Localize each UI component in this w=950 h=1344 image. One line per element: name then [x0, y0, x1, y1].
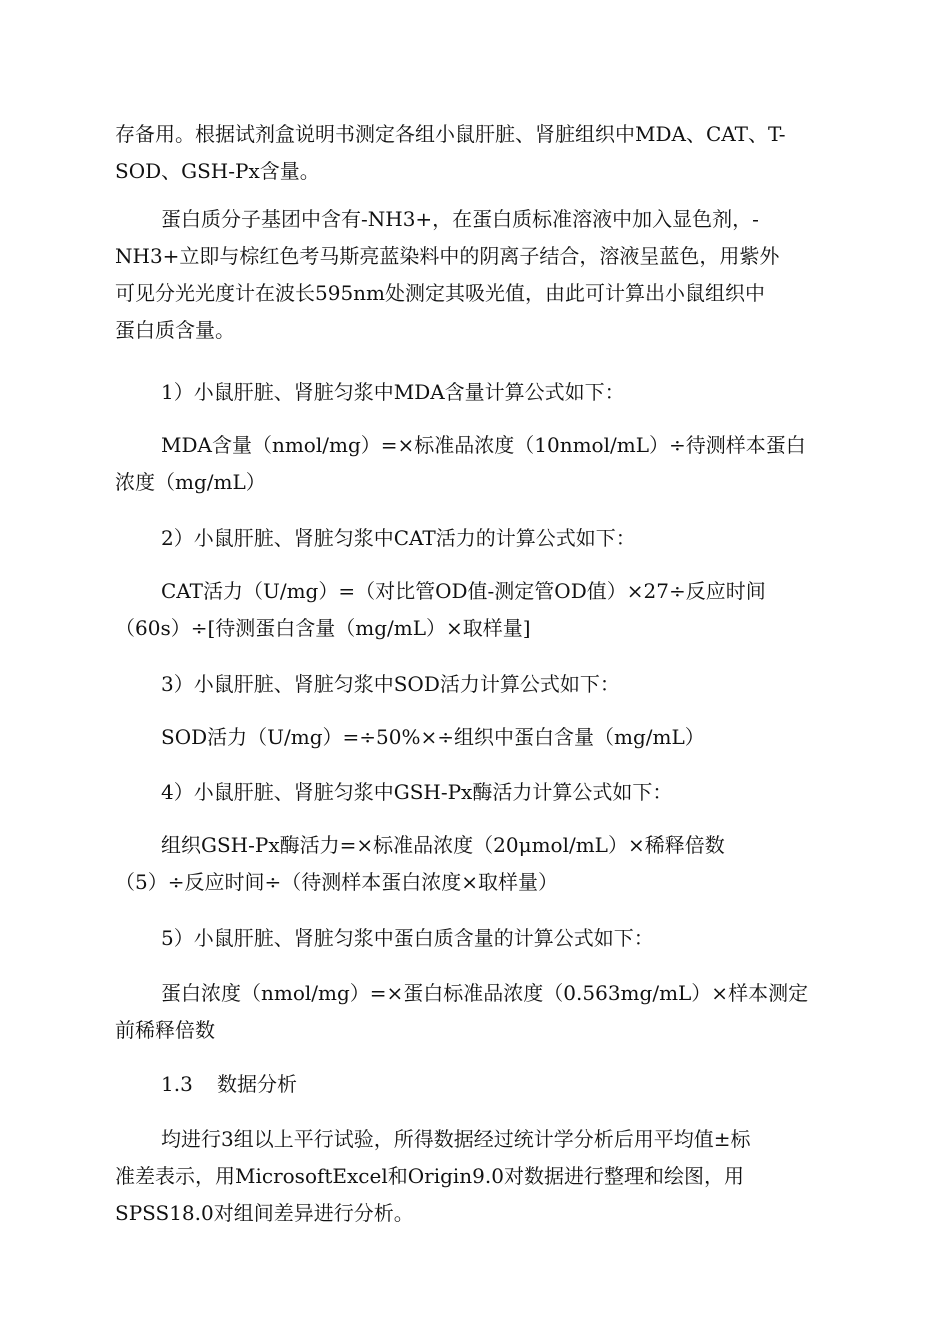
text-line: 准差表示，用MicrosoftExcel和Origin9.0对数据进行整理和绘图，用: [115, 1164, 744, 1188]
paragraph-kit-measurement: [115, 116, 837, 190]
formula-mda: [115, 427, 837, 501]
text-line: 组织GSH-Px酶活力=×标准品浓度（20μmol/mL）×稀释倍数: [161, 833, 725, 857]
text-line: 2）小鼠肝脏、肾脏匀浆中CAT活力的计算公式如下：: [161, 526, 636, 550]
text-line: （5）÷反应时间÷（待测样本蛋白浓度×取样量）: [115, 870, 558, 894]
formula-heading-sod: [115, 666, 837, 703]
formula-heading-protein: [115, 920, 837, 957]
text-line: 前稀释倍数: [115, 1018, 215, 1042]
text-line: 5）小鼠肝脏、肾脏匀浆中蛋白质含量的计算公式如下：: [161, 926, 654, 950]
text-line: NH3+立即与棕红色考马斯亮蓝染料中的阴离子结合，溶液呈蓝色，用紫外: [115, 244, 780, 268]
text-line: 3）小鼠肝脏、肾脏匀浆中SOD活力计算公式如下：: [161, 672, 620, 696]
text-line: 蛋白质分子基团中含有-NH3+，在蛋白质标准溶液中加入显色剂，-: [161, 207, 759, 231]
text-line: （60s）÷[待测蛋白含量（mg/mL）×取样量]: [115, 616, 531, 640]
text-line: 蛋白质含量。: [115, 318, 235, 342]
text-line: 浓度（mg/mL）: [115, 470, 266, 494]
section-number: 1.3: [161, 1072, 193, 1096]
formula-heading-mda: [115, 374, 837, 411]
formula-gsh-px: [115, 827, 837, 901]
text-line: SOD、GSH-Px含量。: [115, 159, 320, 183]
section-heading: [115, 1066, 837, 1103]
text-line: SOD活力（U/mg）=÷50%×÷组织中蛋白含量（mg/mL）: [161, 725, 705, 749]
paragraph-protein-principle: [115, 201, 837, 349]
paragraph-data-analysis: [115, 1121, 837, 1232]
formula-heading-gsh-px: [115, 774, 837, 811]
text-line: 蛋白浓度（nmol/mg）=×蛋白标准品浓度（0.563mg/mL）×样本测定: [161, 981, 809, 1005]
text-line: CAT活力（U/mg）=（对比管OD值-测定管OD值）×27÷反应时间: [161, 579, 766, 603]
text-line: SPSS18.0对组间差异进行分析。: [115, 1201, 414, 1225]
text-line: 存备用。根据试剂盒说明书测定各组小鼠肝脏、肾脏组织中MDA、CAT、T-: [115, 122, 786, 146]
text-line: MDA含量（nmol/mg）=×标准品浓度（10nmol/mL）÷待测样本蛋白: [161, 433, 806, 457]
text-line: 可见分光光度计在波长595nm处测定其吸光值，由此可计算出小鼠组织中: [115, 281, 766, 305]
formula-protein: [115, 975, 837, 1049]
text-line: 4）小鼠肝脏、肾脏匀浆中GSH-Px酶活力计算公式如下：: [161, 780, 673, 804]
text-line: 1）小鼠肝脏、肾脏匀浆中MDA含量计算公式如下：: [161, 380, 625, 404]
section-title: 数据分析: [217, 1072, 297, 1096]
formula-cat: [115, 573, 837, 647]
formula-sod: [115, 719, 837, 756]
formula-heading-cat: [115, 520, 837, 557]
section-heading-line: [115, 1066, 837, 1103]
text-line: 均进行3组以上平行试验，所得数据经过统计学分析后用平均值±标: [161, 1127, 751, 1151]
